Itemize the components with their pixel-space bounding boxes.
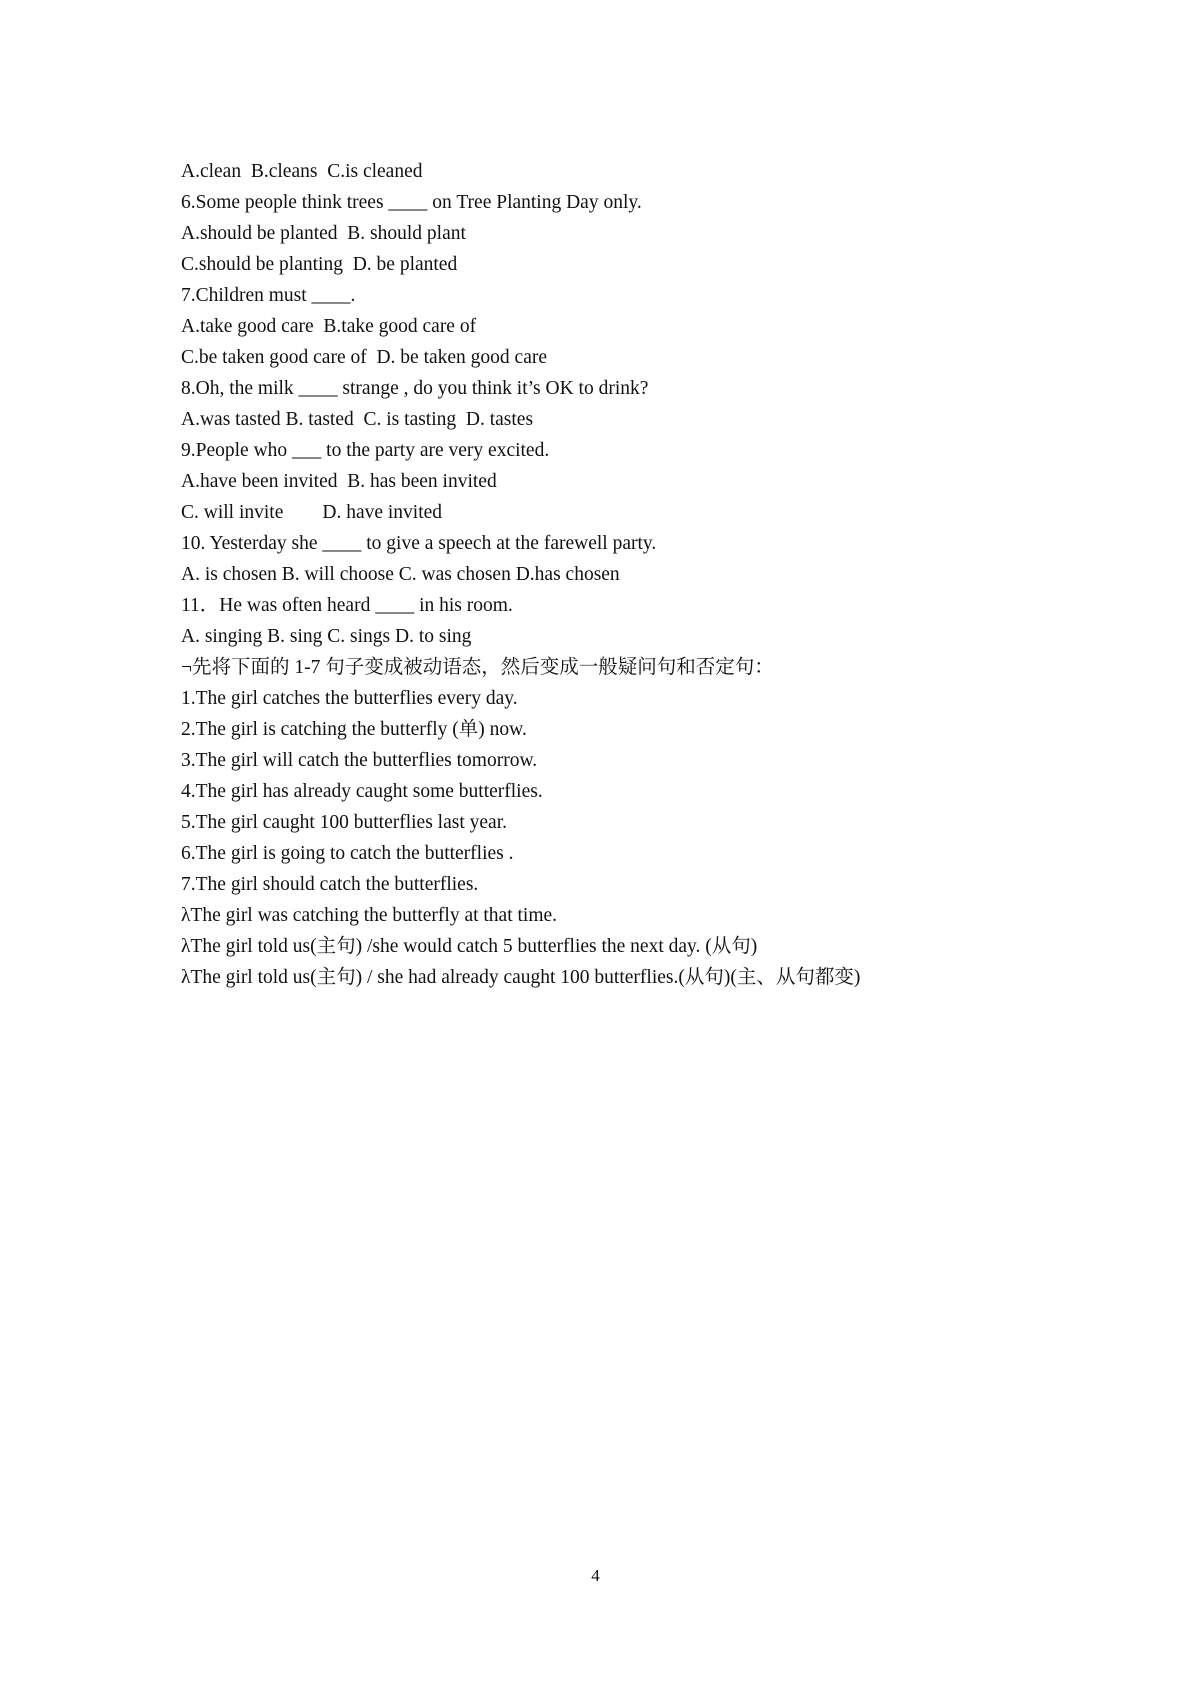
question-line: 11．He was often heard ____ in his room. (181, 595, 513, 616)
question-line: 10. Yesterday she ____ to give a speech at the farewell party. (181, 533, 657, 554)
option-line: A.have been invited B. has been invited (181, 471, 497, 492)
document-body (181, 156, 1081, 993)
question-line: 7.Children must ____. (181, 285, 356, 306)
exercise-sentence: 3.The girl will catch the butterflies tomorrow. (181, 750, 538, 771)
exercise-sentence: 1.The girl catches the butterflies every day. (181, 688, 518, 709)
page-number: 4 (591, 1566, 600, 1585)
option-line: A.take good care B.take good care of (181, 316, 477, 337)
exercise-sentence: 5.The girl caught 100 butterflies last year. (181, 812, 507, 833)
exercise-sentence: λThe girl told us(主句) /she would catch 5 butterflies the next day. (从句) (181, 936, 758, 957)
option-line: A.was tasted B. tasted C. is tasting D. tastes (181, 409, 534, 430)
question-line: 8.Oh, the milk ____ strange , do you think it’s OK to drink? (181, 378, 649, 399)
exercise-sentence: 4.The girl has already caught some butterflies. (181, 781, 543, 802)
exercise-sentence: λThe girl was catching the butterfly at that time. (181, 905, 558, 926)
exercise-sentence: 7.The girl should catch the butterflies. (181, 874, 479, 895)
option-line: C.be taken good care of D. be taken good care (181, 347, 548, 368)
option-line: C. will invite D. have invited (181, 502, 443, 523)
option-line: A.should be planted B. should plant (181, 223, 466, 244)
exercise-sentence: λThe girl told us(主句) / she had already caught 100 butterflies.(从句)(主、从句都变) (181, 967, 861, 988)
question-line: 9.People who ___ to the party are very excited. (181, 440, 550, 461)
option-line: A. singing B. sing C. sings D. to sing (181, 626, 472, 647)
option-line: A. is chosen B. will choose C. was chosen D.has chosen (181, 564, 620, 585)
exercise-instruction: ¬先将下面的 1-7 句子变成被动语态，然后变成一般疑问句和否定句： (181, 657, 774, 678)
exercise-sentence: 6.The girl is going to catch the butterflies . (181, 843, 514, 864)
exercise-sentence: 2.The girl is catching the butterfly (单) now. (181, 719, 527, 740)
question-line: 6.Some people think trees ____ on Tree Planting Day only. (181, 192, 642, 213)
option-line: C.should be planting D. be planted (181, 254, 458, 275)
option-line: A.clean B.cleans C.is cleaned (181, 161, 423, 182)
